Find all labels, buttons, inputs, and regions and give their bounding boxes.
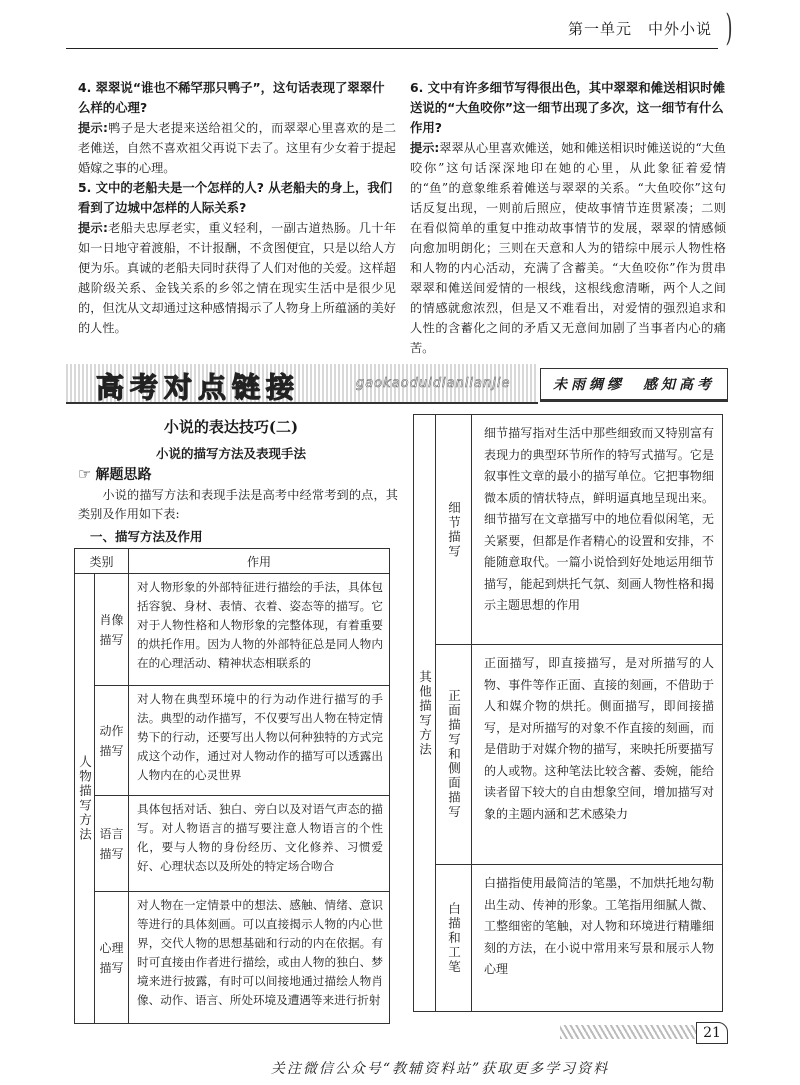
method-desc: 细节描写指对生活中那些细致而又特别富有表现力的典型环节所作的特写式描写。它是叙事性文章的最小的描写单位。它把事物细微本质的情状特点，鲜明逼真地呈现出来。细节描写在文章描写中的地位看似闲笔，无关紧要，但都是作者精心的设置和安排，不能随意取代。一篇小说恰到好处地运用细节描写，能起到烘托气氛、刻画人物性格和揭示主题思想的作用 <box>472 415 723 645</box>
page-stripe <box>560 1025 696 1039</box>
method-name: 正面描写和侧面描写 <box>436 645 472 865</box>
answer-6 <box>410 138 726 358</box>
group-label: 人物描写方法 <box>77 755 93 842</box>
gaokao-banner <box>66 364 726 404</box>
right-qa-column <box>410 78 726 358</box>
think-label: 解题思路 <box>95 467 152 483</box>
question-5: 5. 文中的老船夫是一个怎样的人? 从老船夫的身上，我们看到了边城中怎样的人际关系? <box>78 180 393 215</box>
header-bracket: ) <box>725 8 733 49</box>
character-description-table <box>74 548 390 1024</box>
answer-4 <box>78 118 396 178</box>
answer-5 <box>78 218 396 338</box>
banner-slogan-box <box>540 368 728 402</box>
table-row <box>414 415 723 645</box>
tip-label: 提示: <box>78 121 108 135</box>
method-name: 动作描写 <box>95 686 129 796</box>
header-category: 类别 <box>75 549 129 574</box>
method-name: 心理描写 <box>95 892 129 1024</box>
question-4: 4. 翠翠说“谁也不稀罕那只鸭子”，这句话表现了翠翠什么样的心理? <box>78 80 385 115</box>
section-subtitle: 小说的描写方法及表现手法 <box>155 446 306 461</box>
question-6: 6. 文中有许多细节写得很出色，其中翠翠和傩送相识时傩送说的“大鱼咬你”这一细节出现了多次，这一细节有什么作用? <box>410 80 726 135</box>
intro-paragraph: 小说的描写方法和表现手法是高考中经常考到的点，其类别及作用如下表: <box>78 488 398 521</box>
method-desc: 正面描写，即直接描写，是对所描写的人物、事件等作正面、直接的刻画，不借助于人和媒介物的烘托。侧面描写，即间接描写，是对所描写的对象不作直接的刻画，而是借助于对媒介物的描写，来映托所要描写的人或物。这种笔法比较含蓄、委婉，能给读者留下较大的自由想象空间，增加描写对象的主题内涵和艺术感染力 <box>472 645 723 865</box>
group-cell <box>414 415 436 1012</box>
table-row <box>414 865 723 1012</box>
banner-title: 高考对点链接 <box>96 371 301 404</box>
method-name: 白描和工笔 <box>436 865 472 1012</box>
method-desc: 对人物形象的外部特征进行描绘的手法，具体包括容貌、身材、表情、衣着、姿态等的描写。它对于人物性格和人物形象的完整体现，有着重要的烘托作用。因为人物的外部特征总是同人物内在的心理活动、精神状态相联系的 <box>129 574 390 686</box>
other-methods-table <box>413 414 723 1012</box>
method-name: 肖像描写 <box>95 574 129 686</box>
answer-6-text: 翠翠从心里喜欢傩送，她和傩送相识时傩送说的“大鱼咬你”这句话深深地印在她的心里，从此象征着爱情的“鱼”的意象维系着傩送与翠翠的关系。“大鱼咬你”这句话反复出现，一则前后照应，使故事情节连贯紧凑；二则在看似简单的重复中推动故事情节的发展，翠翠的情感倾向愈加明朗化；三则在天意和人为的错综中展示人物性格和人物的内心活动，充满了含蓄美。“大鱼咬你”作为贯串翠翠和傩送间爱情的一根线，这根线愈清晰，两个人之间的情感就愈浓烈，但是又不难看出，对爱情的强烈追求和人性的含蓄化之间的矛盾又无意间加剧了当事者内心的痛苦。 <box>410 141 726 355</box>
table-row <box>75 574 390 686</box>
method-name: 语言描写 <box>95 796 129 892</box>
section-title: 小说的表达技巧(二) <box>163 418 299 436</box>
tip-label: 提示: <box>78 221 108 235</box>
banner-slogan: 未雨绸缪 感知高考 <box>553 377 715 393</box>
method-desc: 具体包括对话、独白、旁白以及对语气声态的描写。对人物语言的描写要注意人物语言的个性化，要与人物的身份经历、文化修养、习惯爱好、心理状态以及所处的特定场合吻合 <box>129 796 390 892</box>
method-desc: 对人物在一定情景中的想法、感触、情绪、意识等进行的具体刻画。可以直接揭示人物的内心世界，交代人物的思想基础和行动的内在依据。有时可直接由作者进行描绘，或由人物的独白、梦境来进行披露，有时可以间接地通过描绘人物肖像、动作、语言、所处环境及遭遇等来进行折射 <box>129 892 390 1024</box>
left-qa-column <box>78 78 396 338</box>
group-cell <box>75 574 95 1024</box>
group-label: 其他描写方法 <box>417 669 433 757</box>
footer-note: 关注微信公众号“教辅资料站”获取更多学习资料 <box>270 1061 610 1077</box>
think-heading <box>78 464 151 484</box>
banner-stripes <box>66 364 538 404</box>
table-row <box>75 796 390 892</box>
table-label: 一、描写方法及作用 <box>90 529 203 544</box>
method-desc: 对人物在典型环境中的行为动作进行描写的手法。典型的动作描写，不仅要写出人物在特定情势下的行动，还要写出人物以何种独特的方式完成这个动作，通过对人物动作的描写可以透露出人物内在的心灵世界 <box>129 686 390 796</box>
banner-pinyin: gaokaoduidianlianjie <box>356 376 511 391</box>
header-rule <box>66 48 718 49</box>
pointing-hand-icon: ☞ <box>78 465 92 483</box>
method-name: 细节描写 <box>436 415 472 645</box>
unit-header: 第一单元 中外小说 <box>567 20 712 38</box>
header-effect: 作用 <box>129 549 390 574</box>
page-number-block <box>560 1022 728 1044</box>
table-row <box>75 892 390 1024</box>
table-header-row <box>75 549 390 574</box>
method-desc: 白描指使用最简洁的笔墨，不加烘托地勾勒出生动、传神的形象。工笔指用细腻人微、工整细密的笔触，对人物和环境进行精雕细刻的方法，在小说中常用来写景和展示人物心理 <box>472 865 723 1012</box>
page-number: 21 <box>696 1022 728 1044</box>
table-row <box>75 686 390 796</box>
answer-4-text: 鸭子是大老提来送给祖父的，而翠翠心里喜欢的是二老傩送，自然不喜欢祖父再说下去了。这里有少女着于提起婚嫁之事的心理。 <box>78 121 397 175</box>
table-row <box>414 645 723 865</box>
tip-label: 提示: <box>410 141 440 155</box>
answer-5-text: 老船夫忠厚老实，重义轻利，一副古道热肠。几十年如一日地守着渡船，不计报酬，不贪图便宜，只是以给人方便为乐。真诚的老船夫同时获得了人们对他的关爱。这样超越阶级关系、金钱关系的乡邻之情在现实生活中是很少见的，但沈从文却通过这种感情揭示了人物身上所蕴涵的美好的人性。 <box>78 221 397 335</box>
